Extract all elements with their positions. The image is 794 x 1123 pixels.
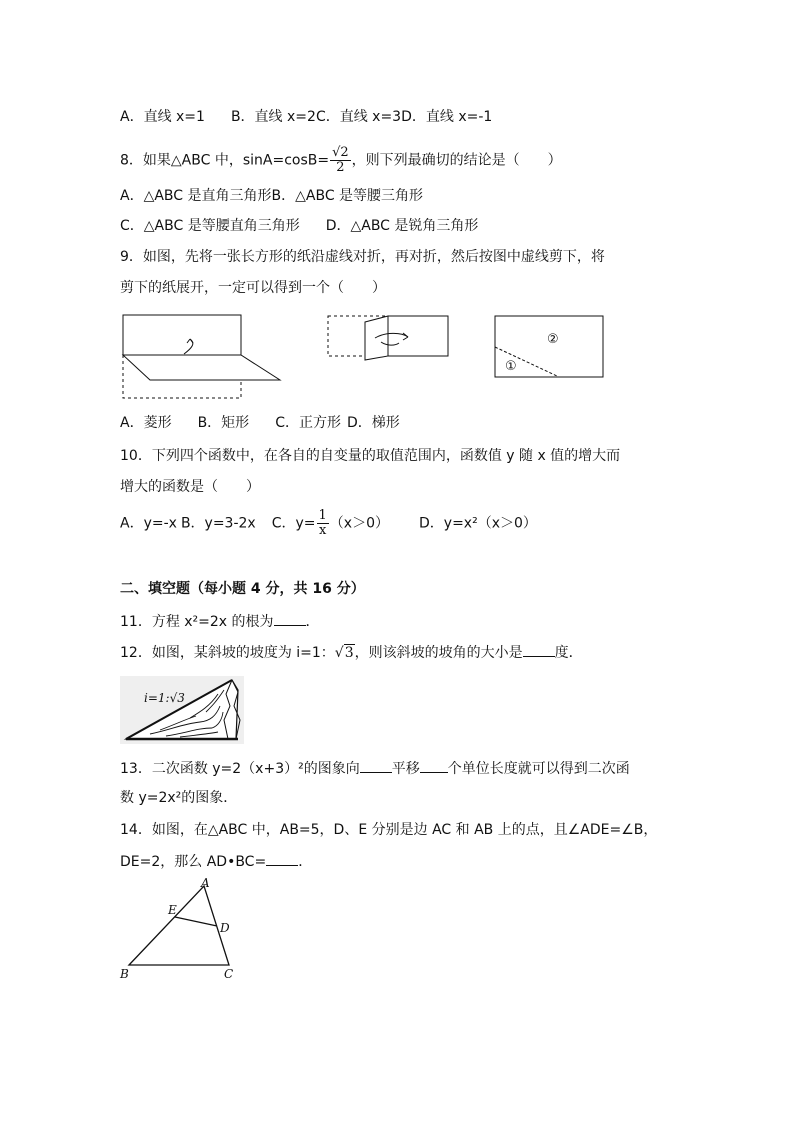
q10-option-c-suffix: （x＞0） bbox=[329, 515, 389, 532]
q13-units-blank[interactable] bbox=[420, 758, 448, 773]
q9-figure-1 bbox=[118, 312, 288, 402]
q9-figure-3 bbox=[493, 314, 607, 380]
q7-option-d: D．直线 x=-1 bbox=[401, 109, 493, 125]
q13-part3: 个单位长度就可以得到二次函 bbox=[447, 761, 630, 777]
q12-slope-label: i=1:√3 bbox=[144, 691, 185, 705]
q8-fraction bbox=[330, 146, 351, 175]
q10-option-b: B．y=3-2x bbox=[180, 515, 256, 532]
q8-stem bbox=[120, 146, 562, 175]
q11-prefix: 11．方程 x²=2x 的根为 bbox=[120, 614, 274, 630]
q13-line1 bbox=[120, 758, 630, 779]
q8-option-c: C．△ABC 是等腰直角三角形 bbox=[120, 218, 300, 234]
q7-option-a: A．直线 x=1 bbox=[120, 109, 205, 125]
q11-suffix: ． bbox=[305, 614, 320, 630]
q12-middle: ，则该斜坡的坡角的大小是 bbox=[354, 645, 523, 661]
q9-option-d: D．梯形 bbox=[346, 415, 400, 431]
q11 bbox=[120, 611, 320, 632]
q9-option-a: A．菱形 bbox=[120, 415, 172, 431]
q14-triangle-figure bbox=[116, 874, 246, 984]
q10-frac-num: 1 bbox=[318, 508, 327, 523]
q12-slope-figure bbox=[120, 676, 244, 744]
q14-answer-blank[interactable] bbox=[266, 851, 298, 866]
q14-prefix: DE=2，那么 AD•BC= bbox=[120, 854, 267, 870]
q14-label-d: D bbox=[220, 921, 230, 935]
q13-part2: 平移 bbox=[391, 761, 420, 777]
q9-options bbox=[120, 413, 400, 433]
q12-suffix: 度． bbox=[554, 645, 583, 661]
q8-option-b: B．△ABC 是等腰三角形 bbox=[271, 188, 424, 204]
q12-radicand: 3 bbox=[344, 645, 354, 661]
q10-frac-den: x bbox=[318, 523, 327, 538]
q7-options bbox=[120, 107, 492, 127]
q14-line1: 14．如图，在△ABC 中，AB=5，D、E 分别是边 AC 和 AB 上的点，且∠ADE=∠B， bbox=[120, 822, 658, 838]
q10-option-d: D．y=x²（x＞0） bbox=[419, 515, 537, 532]
q9-option-c: C．正方形 bbox=[275, 415, 341, 431]
q8-option-d: D．△ABC 是锐角三角形 bbox=[325, 218, 479, 234]
q12-answer-blank[interactable] bbox=[523, 642, 555, 657]
q14-label-c: C bbox=[224, 967, 234, 981]
q9-circle-2: ② bbox=[547, 332, 559, 347]
q14-line2 bbox=[120, 851, 312, 872]
q13-direction-blank[interactable] bbox=[360, 758, 392, 773]
q9-option-b: B．矩形 bbox=[197, 415, 250, 431]
q8-frac-num: √2 bbox=[332, 145, 349, 160]
q14-label-a: A bbox=[201, 876, 210, 890]
q10-option-c-prefix: C．y= bbox=[271, 515, 316, 532]
q12-prefix: 12．如图，某斜坡的坡度为 i=1： bbox=[120, 645, 335, 661]
section2-title: 二、填空题（每小题 4 分，共 16 分） bbox=[120, 581, 365, 597]
q9-line2: 剪下的纸展开，一定可以得到一个（ ） bbox=[120, 280, 386, 296]
q8-suffix: ，则下列最确切的结论是（ ） bbox=[351, 152, 562, 169]
q10-options bbox=[120, 509, 537, 538]
q8-option-a: A．△ABC 是直角三角形 bbox=[120, 188, 272, 204]
q8-options-row2 bbox=[120, 216, 478, 236]
q14-label-e: E bbox=[168, 903, 177, 917]
q10-option-a: A．y=-x bbox=[120, 515, 177, 532]
q8-prefix: 8．如果△ABC 中，sinA=cosB= bbox=[120, 152, 330, 169]
q10-line1: 10．下列四个函数中，在各自的自变量的取值范围内，函数值 y 随 x 值的增大而 bbox=[120, 448, 621, 464]
q10-option-c-fraction bbox=[317, 509, 329, 538]
q9-circle-1: ① bbox=[505, 359, 517, 374]
q8-frac-den: 2 bbox=[336, 160, 345, 175]
q14-label-b: B bbox=[120, 967, 129, 981]
q8-options-row1 bbox=[120, 186, 423, 206]
q11-answer-blank[interactable] bbox=[274, 611, 306, 626]
q14-suffix: ． bbox=[298, 854, 313, 870]
q7-option-b: B．直线 x=2 bbox=[230, 109, 316, 125]
q12 bbox=[120, 642, 583, 663]
q9-figure-2 bbox=[325, 312, 455, 362]
q13-part1: 13．二次函数 y=2（x+3）²的图象向 bbox=[120, 761, 360, 777]
q12-sqrt: √3 bbox=[334, 645, 354, 661]
q9-line1: 9．如图，先将一张长方形的纸沿虚线对折，再对折，然后按图中虚线剪下，将 bbox=[120, 249, 605, 265]
q13-line2: 数 y=2x²的图象． bbox=[120, 790, 238, 806]
q7-option-c: C．直线 x=3 bbox=[315, 109, 402, 125]
q10-line2: 增大的函数是（ ） bbox=[120, 479, 260, 495]
